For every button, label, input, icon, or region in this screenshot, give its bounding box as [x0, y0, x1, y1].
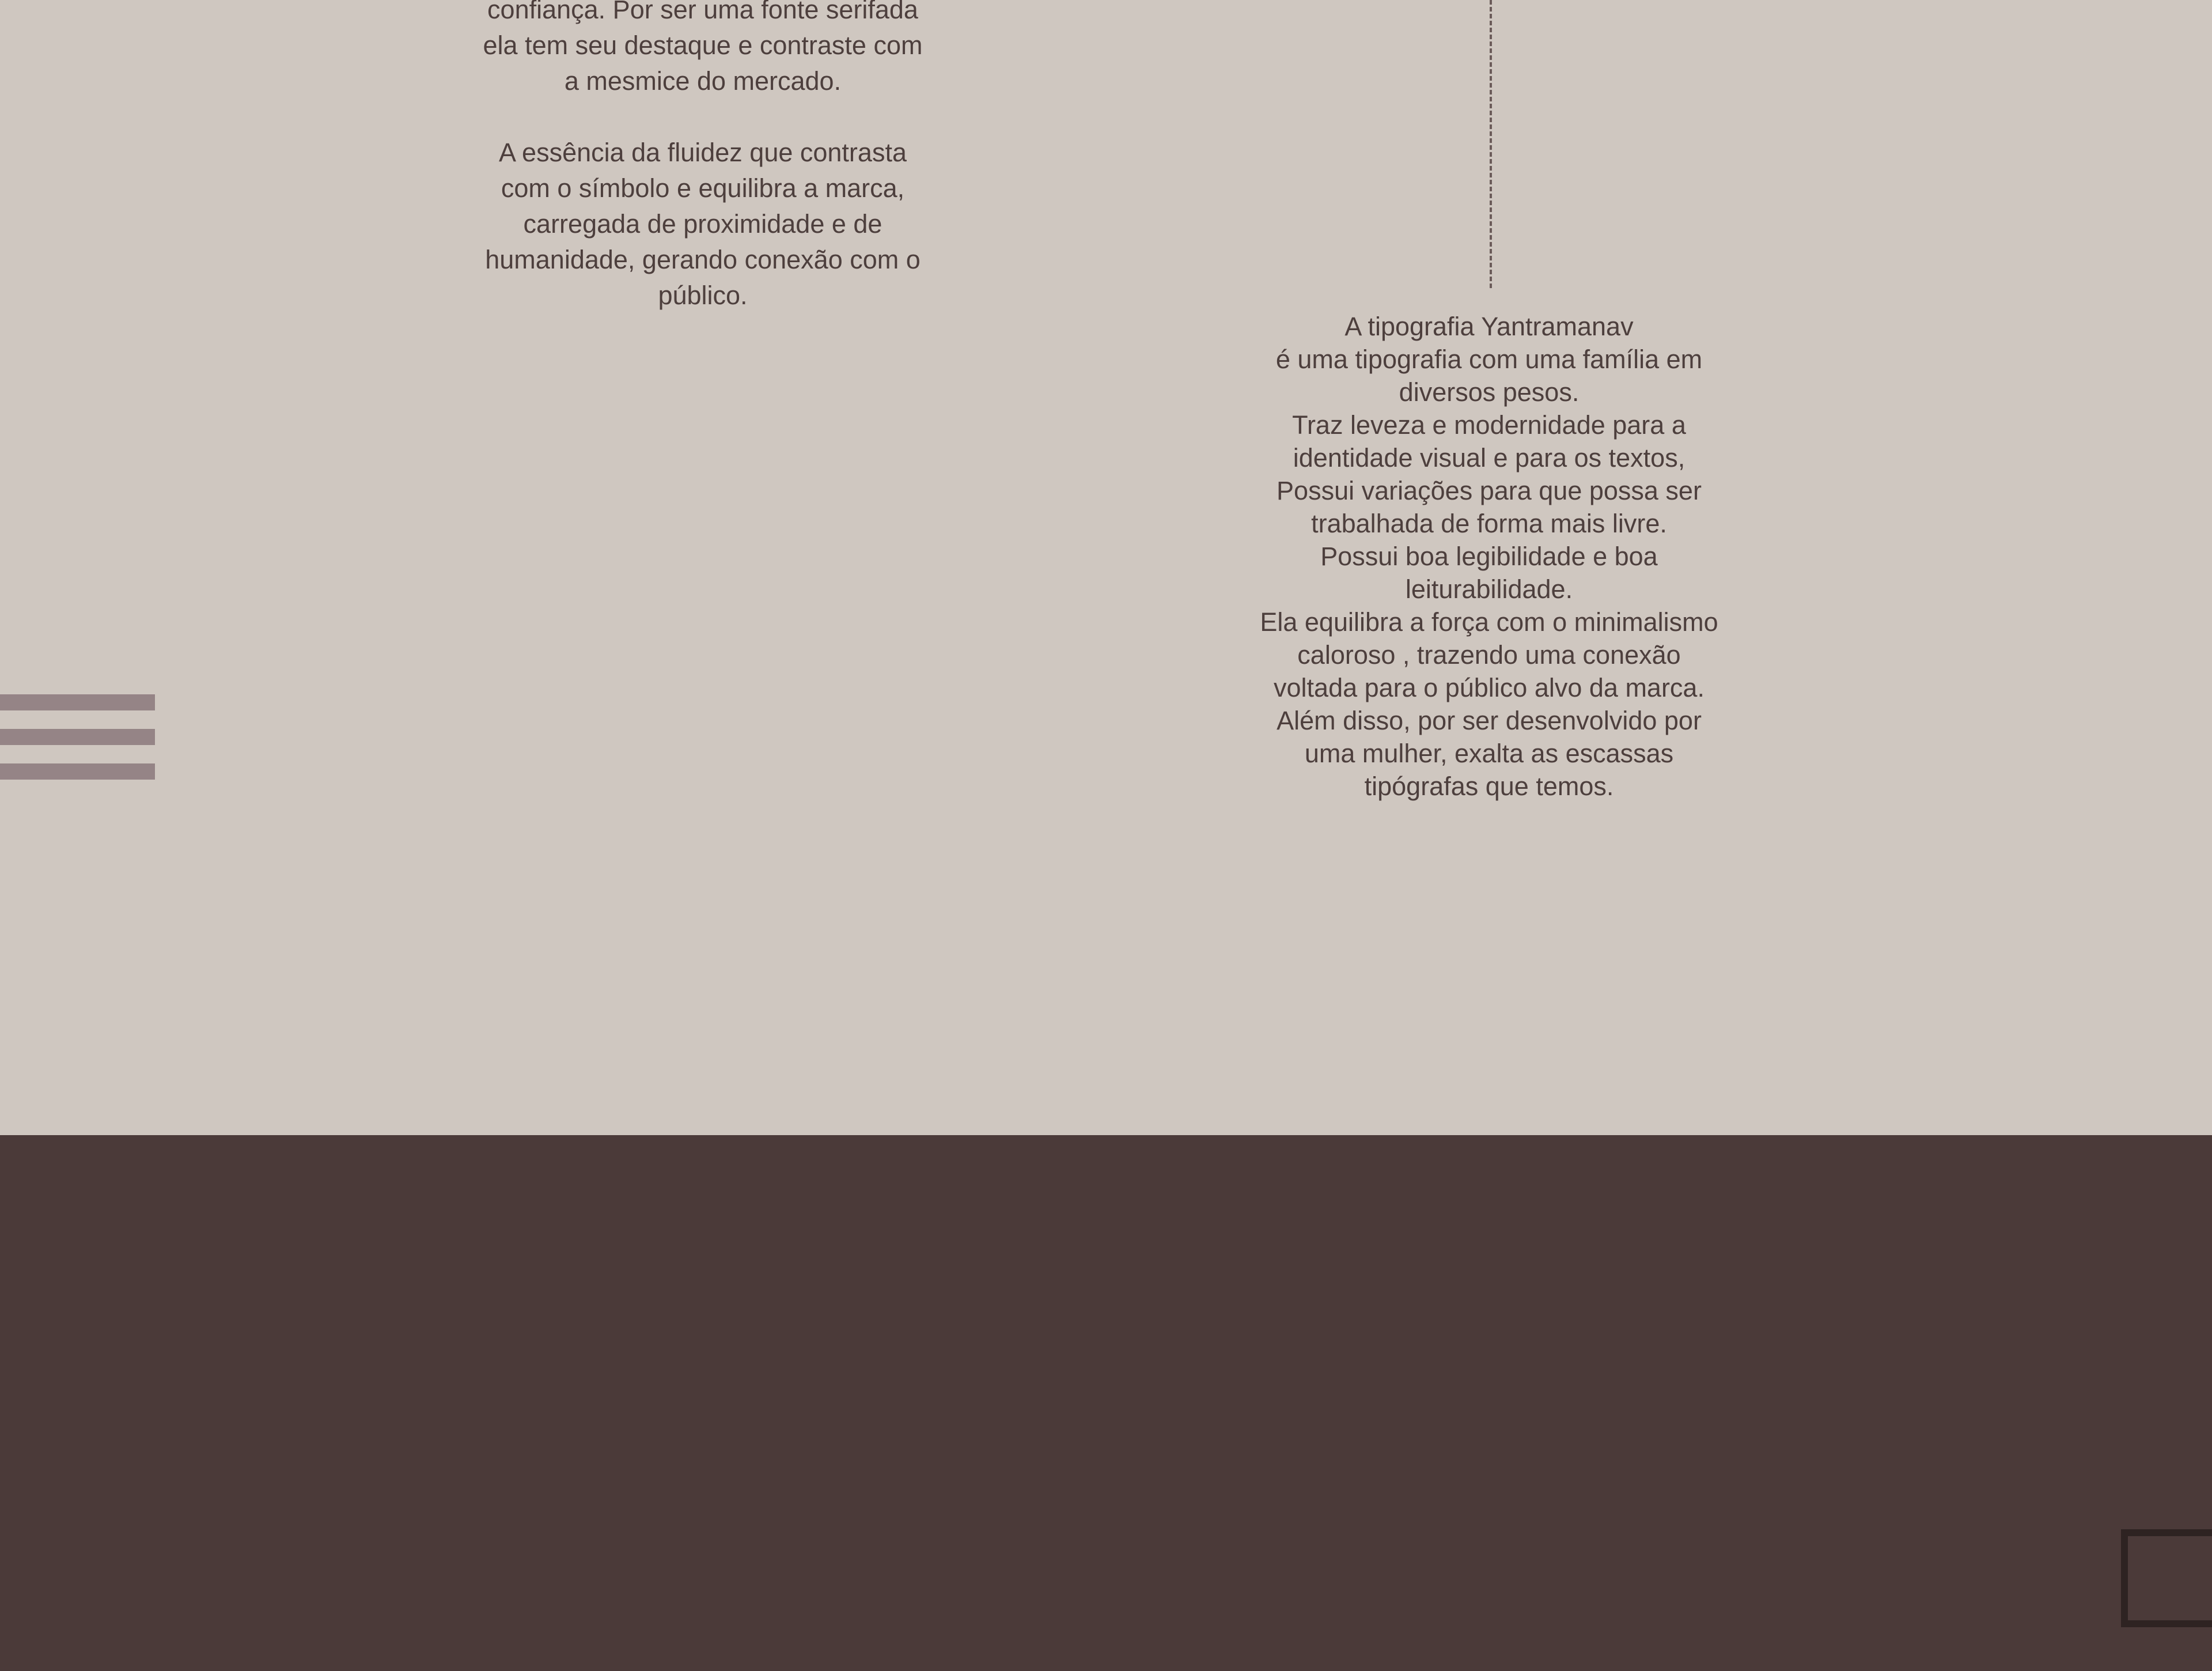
serif-paragraph-1	[461, 0, 945, 99]
text-line: com o símbolo e equilibra a marca,	[501, 173, 905, 203]
text-line: tipógrafas que temos.	[1364, 772, 1614, 801]
serif-font-description	[461, 0, 945, 313]
text-line: Traz leveza e modernidade para a	[1292, 410, 1686, 440]
menu-bar	[0, 694, 155, 710]
text-line: A essência da fluidez que contrasta	[499, 138, 907, 167]
text-line: é uma tipografia com uma família em	[1275, 345, 1703, 374]
text-line: identidade visual e para os textos,	[1293, 443, 1685, 472]
text-line: humanidade, gerando conexão com o	[485, 245, 921, 274]
yantramanav-font-description	[1233, 310, 1745, 803]
text-line: a mesmice do mercado.	[564, 66, 842, 96]
text-line: voltada para o público alvo da marca.	[1274, 673, 1705, 702]
text-line: ela tem seu destaque e contraste com	[483, 31, 923, 60]
text-line: confiança. Por ser uma fonte serifada	[487, 0, 918, 24]
text-line: diversos pesos.	[1399, 377, 1580, 407]
serif-paragraph-2	[461, 135, 945, 313]
text-line: público.	[658, 281, 748, 310]
menu-bar	[0, 729, 155, 745]
text-line: Possui variações para que possa ser	[1277, 476, 1702, 505]
text-line: A tipografia Yantramanav	[1344, 312, 1634, 341]
menu-bar	[0, 763, 155, 780]
text-line: Ela equilibra a força com o minimalismo	[1260, 607, 1718, 637]
text-line: carregada de proximidade e de	[523, 209, 882, 239]
text-line: uma mulher, exalta as escassas	[1304, 739, 1674, 768]
text-line: Além disso, por ser desenvolvido por	[1277, 706, 1702, 735]
text-line: leiturabilidade.	[1405, 574, 1573, 604]
text-line: caloroso , trazendo uma conexão	[1297, 640, 1681, 670]
dark-footer-section	[0, 1135, 2212, 1671]
square-outline-icon	[2121, 1529, 2212, 1627]
text-line: Possui boa legibilidade e boa	[1320, 542, 1658, 571]
dashed-divider	[1490, 0, 1492, 288]
text-line: trabalhada de forma mais livre.	[1311, 509, 1667, 538]
hamburger-menu-icon[interactable]	[0, 694, 155, 781]
